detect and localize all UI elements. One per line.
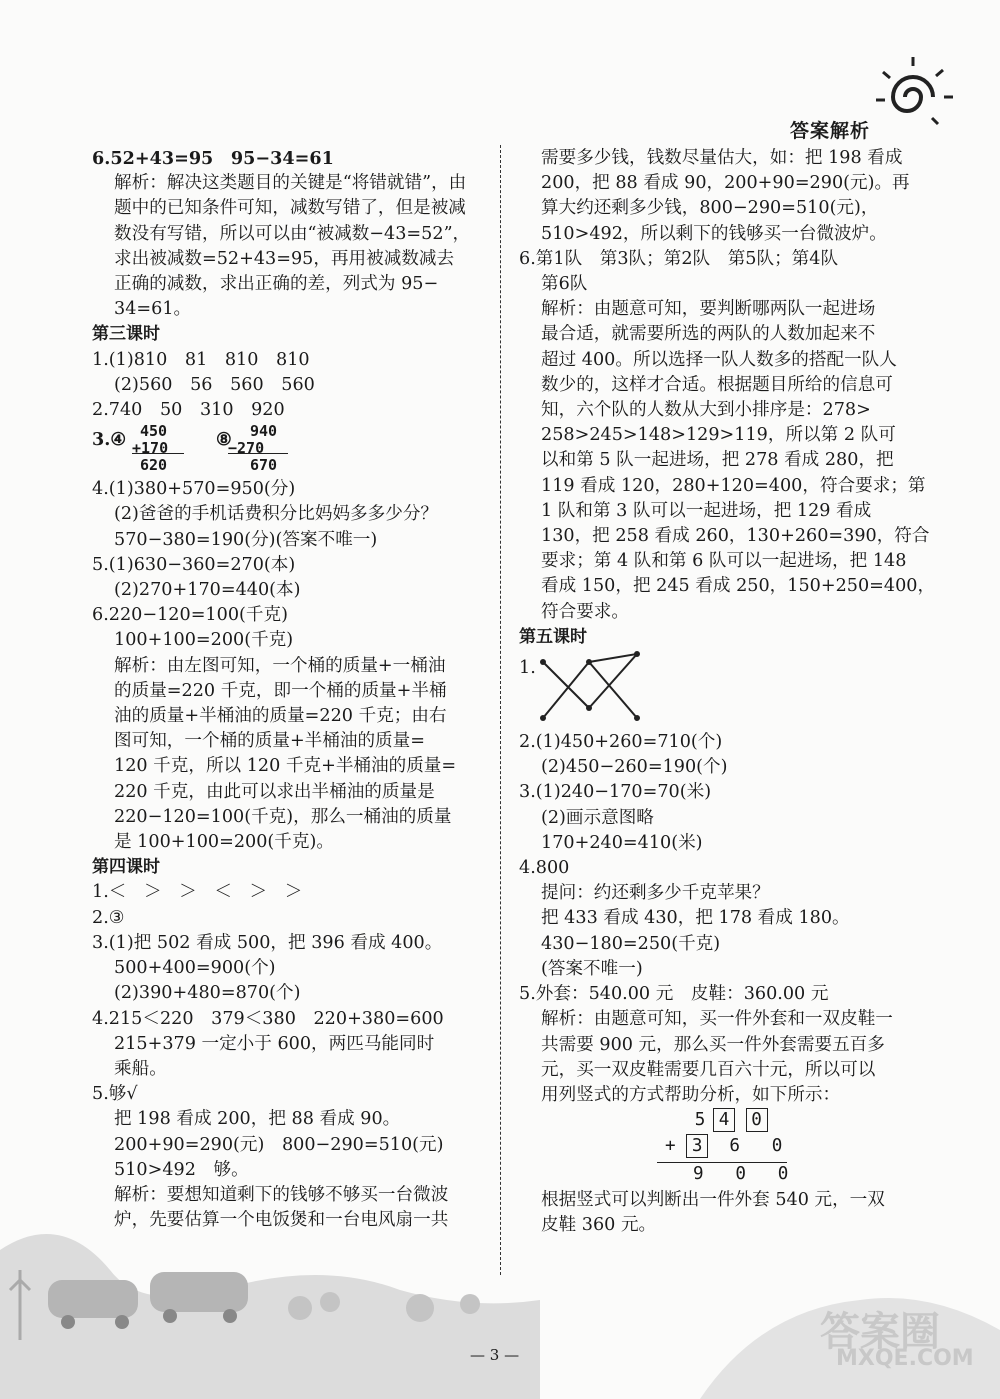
right2-line: 430−180=250(千克) [541,933,721,954]
right2-line: 把 433 看成 430，把 178 看成 180。 [541,908,850,929]
left-line: 34=61。 [114,299,192,320]
right2-line: 共需要 900 元，那么买一件外套需要五百多 [541,1034,885,1055]
left2-line: 5.够√ [92,1084,138,1105]
right-line: 1 队和第 3 队可以一起进场，把 129 看成 [541,500,872,521]
right-line: 符合要求。 [541,601,629,622]
left2-line: (2)270+170=440(本) [114,580,301,601]
right2-line: 3.(1)240−170=70(米) [519,782,712,803]
left2-line: 200+90=290(元) 800−290=510(元) [114,1134,444,1155]
vertical-calculation-3: 3.④ 450 +170 620 ⑧ 940 −270 670 [92,423,484,477]
left-line: 正确的减数，求出正确的差，列式为 95− [114,274,439,295]
right-line: 第五课时 [519,626,587,647]
left-line: 求出被减数=52+43=95，再用被减数减去 [114,248,455,269]
left2-line: 215+379 一定小于 600，两匹马能同时 [114,1033,435,1054]
right-line: 要求；第 4 队和第 6 队可以一起进场，把 148 [541,551,907,572]
q3-label: 3.④ [92,429,127,451]
left2-line: 220 千克，由此可以求出半桶油的质量是 [114,781,435,802]
left2-line: 解析：要想知道剩下的钱够不够买一台微波 [114,1184,449,1205]
left-line: 第三课时 [92,324,160,345]
left-line: 数没有写错，所以可以由“被减数−43=52”， [114,223,471,244]
right-line: 超过 400。所以选择一队人数多的搭配一队人 [541,349,897,370]
left2-line: 220−120=100(千克)，那么一桶油的质量 [114,806,452,827]
left2-line: 4.(1)380+570=950(分) [92,479,296,500]
left-line: 2.740 50 310 920 [92,400,285,421]
right-line: 解析：由题意可知，要判断哪两队一起进场 [541,299,876,320]
vertical-calculation-5: 5 4 0 + 3 6 0 9 0 0 [519,1108,911,1188]
left2-line: 510>492 够。 [114,1159,249,1180]
watermark-url: MXQE.COM [836,1346,974,1371]
left-column [92,146,484,1233]
right-line: 130，把 258 看成 260，130+260=390，符合 [541,526,930,547]
left2-line: 油的质量+半桶油的质量=220 千克；由右 [114,706,447,727]
right-line: 最合适，就需要所选的两队的人数加起来不 [541,324,876,345]
right2-line: (2)画示意图略 [541,807,654,828]
watermark-logo: 答案圈 [820,1309,940,1355]
right3-line: 皮鞋 360 元。 [541,1215,657,1236]
left-line: 解析：解决这类题目的关键是“将错就错”，由 [114,173,467,194]
right2-line: 元，买一双皮鞋需要几百六十元，所以可以 [541,1059,876,1080]
right-line: 200，把 88 看成 90，200+90=290(元)。再 [541,173,910,194]
right2-line: 5.外套：540.00 元 皮鞋：360.00 元 [519,984,829,1005]
left2-line: 第四课时 [92,857,160,878]
left2-line: 乘船。 [114,1058,167,1079]
right-column [519,146,936,1239]
right-line: 看成 150，把 245 看成 250，150+250=400， [541,576,936,597]
left2-line: 把 198 看成 200，把 88 看成 90。 [114,1109,401,1130]
column-divider [500,145,501,1275]
left2-line: 1.＜ ＞ ＞ ＜ ＞ ＞ [92,882,303,903]
left-line: (2)560 56 560 560 [114,374,315,395]
right-line: 6.第1队 第3队；第2队 第5队；第4队 [519,248,839,269]
page-number: — 3 — [470,1346,520,1364]
left2-line: (2)爸爸的手机话费积分比妈妈多多少分？ [114,504,439,525]
left2-line: (2)390+480=870(个) [114,983,301,1004]
right2-line: (答案不唯一) [541,958,643,979]
right-line: 数少的，这样才合适。根据题目所给的信息可 [541,374,893,395]
left2-line: 解析：由左图可知，一个桶的质量+一桶油 [114,655,446,676]
left2-line: 是 100+100=200(千克)。 [114,832,334,853]
right-line: 知，六个队的人数从大到小排序是：278> [541,400,871,421]
right-line: 第6队 [541,274,588,295]
sun-swirl-icon [868,52,958,142]
left2-line: 2.③ [92,907,125,928]
right2-line: 170+240=410(米) [541,832,703,853]
right-line: 258>245>148>129>119，所以第 2 队可 [541,425,896,446]
left2-line: 的质量=220 千克，即一个桶的质量+半桶 [114,680,447,701]
right-line: 119 看成 120，280+120=400，符合要求；第 [541,475,926,496]
left2-line: 6.220−120=100(千克) [92,605,288,626]
right2-line: 用列竖式的方式帮助分析，如下所示： [541,1084,841,1105]
left2-line: 图可知，一个桶的质量+半桶油的质量= [114,731,425,752]
right-line: 需要多少钱，钱数尽量估大，如：把 198 看成 [541,148,903,168]
left2-line: 5.(1)630−360=270(本) [92,554,296,575]
left-line: 题中的已知条件可知，减数写错了，但是被减 [114,198,466,219]
left2-line: 120 千克，所以 120 千克+半桶油的质量= [114,756,457,777]
left2-line: 4.215＜220 379＜380 220+380=600 [92,1008,444,1029]
left2-line: 100+100=200(千克) [114,630,294,651]
page-header-title: 答案解析 [790,120,871,142]
right-line: 以和第 5 队一起进场，把 278 看成 280，把 [541,450,894,471]
right2-line: 解析：由题意可知，买一件外套和一双皮鞋一 [541,1009,893,1030]
right2-line: 2.(1)450+260=710(个) [519,732,723,753]
left-line: 6.52+43=95 95−34=61 [92,148,334,169]
matching-diagram: 1. [519,650,911,730]
left2-line: 500+400=900(个) [114,958,276,979]
right3-line: 根据竖式可以判断出一件外套 540 元，一双 [541,1190,885,1211]
left2-line: 570−380=190(分)(答案不唯一) [114,529,378,550]
left-line: 1.(1)810 81 810 810 [92,349,310,370]
right-line: 510>492，所以剩下的钱够买一台微波炉。 [541,223,887,244]
right2-line: (2)450−260=190(个) [541,757,728,778]
matching-lines-icon [537,650,647,728]
right2-line: 4.800 [519,858,570,879]
left2-line: 炉，先要估算一个电饭煲和一台电风扇一共 [114,1210,449,1231]
right2-line: 提问：约还剩多少千克苹果？ [541,883,770,904]
right-line: 算大约还剩多少钱，800−290=510(元)， [541,198,879,219]
left2-line: 3.(1)把 502 看成 500，把 396 看成 400。 [92,932,443,953]
